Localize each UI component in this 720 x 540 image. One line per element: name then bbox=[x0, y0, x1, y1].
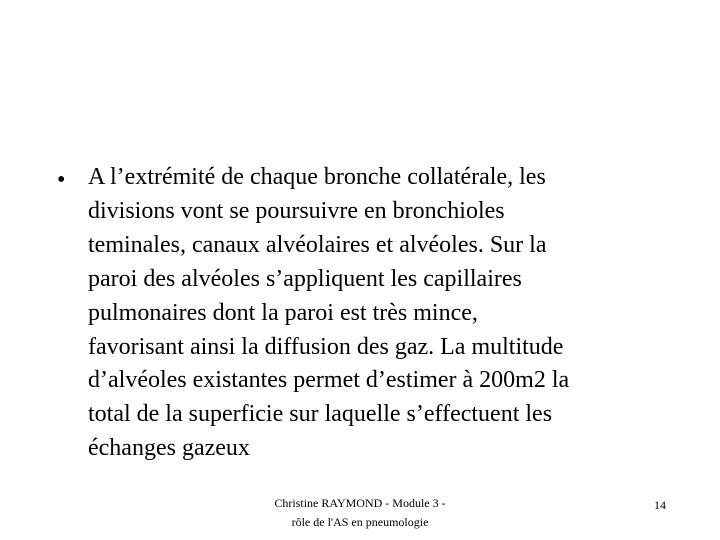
page-number: 14 bbox=[654, 498, 666, 512]
bullet-icon: • bbox=[57, 167, 66, 193]
bullet-text: A l’extrémité de chaque bronche collatérale, les divisions vont se poursuivre en bronchioles teminales, canaux alvéolaires et alvéoles. Sur la paroi des alvéoles s’appliquent les capillaires pulmonaires dont la paroi est très mince, favorisant ainsi la diffusion des gaz. La multitude d’alvéoles existantes permet d’estimer à 200m2 la total de la superficie sur laquelle s’effectuent les échanges gazeux bbox=[88, 164, 570, 462]
footer-author-module: Christine RAYMOND - Module 3 - rôle de l'AS en pneumologie bbox=[274, 496, 446, 529]
